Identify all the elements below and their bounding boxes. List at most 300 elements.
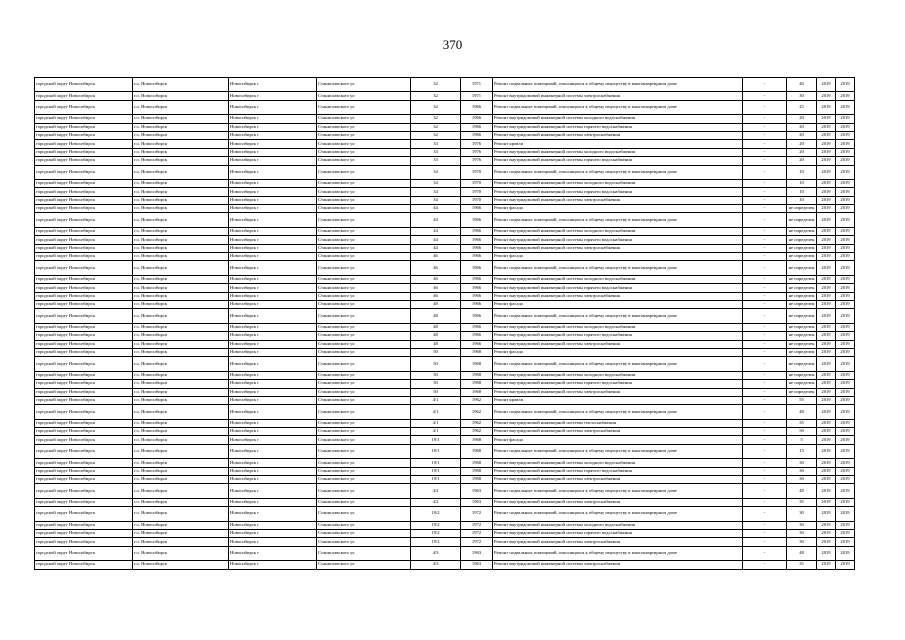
work-type-cell: Ремонт внутридомовой инженерной системы холодного водоснабжения [493,459,743,467]
street-cell: Станиславского ул [317,388,411,396]
house-number-cell: 4/3 [411,561,461,569]
year-start-cell: 2019 [817,444,836,458]
value-cell: 20 [787,157,817,165]
value-cell: 20 [787,123,817,131]
district-cell: г.о. Новосибирск [133,546,229,560]
year-built-cell: 1968 [461,444,493,458]
district-cell: г.о. Новосибирск [133,348,229,356]
house-number-cell: 19/2 [411,521,461,529]
note-cell: - [743,498,787,506]
table-row [35,244,855,252]
year-start-cell: 2019 [817,92,836,100]
year-end-cell: 2019 [836,100,855,114]
value-cell: 30 [787,476,817,484]
municipality-cell: городской округ Новосибирск [35,275,133,283]
year-end-cell: 2019 [836,131,855,139]
district-cell: г.о. Новосибирск [133,309,229,323]
year-start-cell: 2019 [817,436,836,444]
table-row [35,253,855,261]
year-end-cell: 2019 [836,140,855,148]
year-end-cell: 2019 [836,529,855,537]
district-cell: г.о. Новосибирск [133,227,229,235]
house-number-cell: 44 [411,227,461,235]
settlement-cell: Новосибирск г [229,419,317,427]
year-end-cell: 2019 [836,261,855,275]
year-start-cell: 2019 [817,78,836,92]
year-end-cell: 2019 [836,236,855,244]
house-number-cell: 46 [411,261,461,275]
year-built-cell: 1966 [461,244,493,252]
table-row [35,561,855,569]
note-cell: - [743,388,787,396]
district-cell: г.о. Новосибирск [133,123,229,131]
year-start-cell: 2019 [817,300,836,308]
table-row [35,507,855,521]
settlement-cell: Новосибирск г [229,484,317,498]
work-type-cell: Ремонт подвальных помещений, относящихся к общему имуществу в многоквартирном доме [493,78,743,92]
value-cell: 48 [787,405,817,419]
house-number-cell: 32 [411,123,461,131]
street-cell: Станиславского ул [317,205,411,213]
municipality-cell: городской округ Новосибирск [35,78,133,92]
municipality-cell: городской округ Новосибирск [35,405,133,419]
district-cell: г.о. Новосибирск [133,428,229,436]
house-number-cell: 19/1 [411,444,461,458]
table-row [35,227,855,235]
year-built-cell: 1970 [461,188,493,196]
value-cell: не определен [787,357,817,371]
district-cell: г.о. Новосибирск [133,92,229,100]
year-built-cell: 1963 [461,484,493,498]
year-start-cell: 2019 [817,323,836,331]
street-cell: Станиславского ул [317,521,411,529]
street-cell: Станиславского ул [317,292,411,300]
value-cell: 20 [787,131,817,139]
note-cell: - [743,357,787,371]
work-type-cell: Ремонт внутридомовой инженерной системы горячего водоснабжения [493,332,743,340]
note-cell: - [743,538,787,546]
year-built-cell: 1972 [461,507,493,521]
year-start-cell: 2019 [817,140,836,148]
year-built-cell: 1966 [461,100,493,114]
settlement-cell: Новосибирск г [229,157,317,165]
table-row [35,340,855,348]
district-cell: г.о. Новосибирск [133,467,229,475]
year-start-cell: 2019 [817,115,836,123]
street-cell: Станиславского ул [317,340,411,348]
year-built-cell: 1972 [461,521,493,529]
note-cell: - [743,78,787,92]
note-cell: - [743,419,787,427]
settlement-cell: Новосибирск г [229,284,317,292]
year-built-cell: 1972 [461,529,493,537]
district-cell: г.о. Новосибирск [133,275,229,283]
house-number-cell: 34 [411,165,461,179]
repair-schedule-table [34,77,855,570]
street-cell: Станиславского ул [317,371,411,379]
note-cell: - [743,92,787,100]
value-cell: 30 [787,467,817,475]
municipality-cell: городской округ Новосибирск [35,292,133,300]
municipality-cell: городской округ Новосибирск [35,244,133,252]
house-number-cell: 19/1 [411,467,461,475]
municipality-cell: городской округ Новосибирск [35,507,133,521]
district-cell: г.о. Новосибирск [133,476,229,484]
year-end-cell: 2019 [836,292,855,300]
year-end-cell: 2019 [836,227,855,235]
note-cell: - [743,371,787,379]
table-row [35,261,855,275]
year-built-cell: 1966 [461,123,493,131]
municipality-cell: городской округ Новосибирск [35,332,133,340]
settlement-cell: Новосибирск г [229,332,317,340]
year-start-cell: 2019 [817,340,836,348]
year-end-cell: 2019 [836,188,855,196]
district-cell: г.о. Новосибирск [133,157,229,165]
year-start-cell: 2019 [817,371,836,379]
table-row [35,284,855,292]
table-row [35,371,855,379]
table-row [35,357,855,371]
year-start-cell: 2019 [817,357,836,371]
street-cell: Станиславского ул [317,380,411,388]
settlement-cell: Новосибирск г [229,436,317,444]
year-start-cell: 2019 [817,348,836,356]
year-built-cell: 1968 [461,348,493,356]
district-cell: г.о. Новосибирск [133,388,229,396]
year-start-cell: 2019 [817,521,836,529]
value-cell: не определен [787,371,817,379]
table-row [35,529,855,537]
work-type-cell: Ремонт подвальных помещений, относящихся к общему имуществу в многоквартирном доме [493,261,743,275]
municipality-cell: городской округ Новосибирск [35,436,133,444]
municipality-cell: городской округ Новосибирск [35,538,133,546]
work-type-cell: Ремонт подвальных помещений, относящихся к общему имуществу в многоквартирном доме [493,100,743,114]
work-type-cell: Ремонт внутридомовой инженерной системы горячего водоснабжения [493,380,743,388]
street-cell: Станиславского ул [317,476,411,484]
work-type-cell: Ремонт внутридомовой инженерной системы холодного водоснабжения [493,521,743,529]
year-end-cell: 2019 [836,196,855,204]
district-cell: г.о. Новосибирск [133,205,229,213]
settlement-cell: Новосибирск г [229,115,317,123]
note-cell: - [743,115,787,123]
work-type-cell: Ремонт внутридомовой инженерной системы холодного водоснабжения [493,148,743,156]
work-type-cell: Ремонт внутридомовой инженерной системы электроснабжения [493,92,743,100]
settlement-cell: Новосибирск г [229,140,317,148]
year-start-cell: 2019 [817,188,836,196]
municipality-cell: городской округ Новосибирск [35,476,133,484]
work-type-cell: Ремонт внутридомовой инженерной системы электроснабжения [493,428,743,436]
year-built-cell: 1968 [461,467,493,475]
table-row [35,131,855,139]
note-cell: - [743,196,787,204]
year-end-cell: 2019 [836,521,855,529]
table-row [35,484,855,498]
house-number-cell: 50 [411,371,461,379]
value-cell: 5 [787,436,817,444]
district-cell: г.о. Новосибирск [133,78,229,92]
table-row [35,498,855,506]
district-cell: г.о. Новосибирск [133,380,229,388]
work-type-cell: Ремонт фасада [493,253,743,261]
street-cell: Станиславского ул [317,332,411,340]
year-built-cell: 1966 [461,205,493,213]
settlement-cell: Новосибирск г [229,476,317,484]
house-number-cell: 50 [411,388,461,396]
year-end-cell: 2019 [836,275,855,283]
year-start-cell: 2019 [817,309,836,323]
municipality-cell: городской округ Новосибирск [35,148,133,156]
house-number-cell: 34 [411,188,461,196]
note-cell: - [743,467,787,475]
settlement-cell: Новосибирск г [229,179,317,187]
year-built-cell: 1966 [461,115,493,123]
year-end-cell: 2019 [836,459,855,467]
district-cell: г.о. Новосибирск [133,244,229,252]
settlement-cell: Новосибирск г [229,498,317,506]
house-number-cell: 4/2 [411,498,461,506]
work-type-cell: Ремонт внутридомовой инженерной системы теплоснабжения [493,419,743,427]
table-row [35,213,855,227]
value-cell: не определен [787,348,817,356]
year-start-cell: 2019 [817,484,836,498]
street-cell: Станиславского ул [317,428,411,436]
year-start-cell: 2019 [817,476,836,484]
table-row [35,188,855,196]
year-start-cell: 2019 [817,396,836,404]
table-row [35,205,855,213]
table-row [35,332,855,340]
street-cell: Станиславского ул [317,236,411,244]
municipality-cell: городской округ Новосибирск [35,284,133,292]
year-end-cell: 2019 [836,78,855,92]
year-built-cell: 1962 [461,428,493,436]
house-number-cell: 19/1 [411,459,461,467]
house-number-cell: 4/1 [411,396,461,404]
year-built-cell: 1966 [461,309,493,323]
year-start-cell: 2019 [817,244,836,252]
work-type-cell: Ремонт внутридомовой инженерной системы электроснабжения [493,388,743,396]
year-start-cell: 2019 [817,428,836,436]
year-start-cell: 2019 [817,419,836,427]
settlement-cell: Новосибирск г [229,538,317,546]
street-cell: Станиславского ул [317,227,411,235]
street-cell: Станиславского ул [317,484,411,498]
municipality-cell: городской округ Новосибирск [35,157,133,165]
street-cell: Станиславского ул [317,275,411,283]
street-cell: Станиславского ул [317,357,411,371]
street-cell: Станиславского ул [317,196,411,204]
settlement-cell: Новосибирск г [229,428,317,436]
note-cell: - [743,213,787,227]
street-cell: Станиславского ул [317,165,411,179]
work-type-cell: Ремонт подвальных помещений, относящихся к общему имуществу в многоквартирном доме [493,484,743,498]
municipality-cell: городской округ Новосибирск [35,498,133,506]
street-cell: Станиславского ул [317,140,411,148]
street-cell: Станиславского ул [317,188,411,196]
settlement-cell: Новосибирск г [229,459,317,467]
house-number-cell: 33 [411,157,461,165]
house-number-cell: 46 [411,253,461,261]
work-type-cell: Ремонт кровли [493,140,743,148]
work-type-cell: Ремонт внутридомовой инженерной системы холодного водоснабжения [493,323,743,331]
year-end-cell: 2019 [836,428,855,436]
year-start-cell: 2019 [817,388,836,396]
year-built-cell: 1963 [461,561,493,569]
note-cell: - [743,179,787,187]
district-cell: г.о. Новосибирск [133,498,229,506]
table-row [35,179,855,187]
year-start-cell: 2019 [817,405,836,419]
district-cell: г.о. Новосибирск [133,484,229,498]
note-cell: - [743,205,787,213]
note-cell: - [743,521,787,529]
year-start-cell: 2019 [817,507,836,521]
table-row [35,148,855,156]
municipality-cell: городской округ Новосибирск [35,546,133,560]
year-end-cell: 2019 [836,340,855,348]
note-cell: - [743,148,787,156]
settlement-cell: Новосибирск г [229,546,317,560]
value-cell: 10 [787,196,817,204]
street-cell: Станиславского ул [317,419,411,427]
value-cell: не определен [787,332,817,340]
street-cell: Станиславского ул [317,405,411,419]
table-row [35,236,855,244]
note-cell: - [743,340,787,348]
year-built-cell: 1966 [461,227,493,235]
table-row [35,300,855,308]
house-number-cell: 4/3 [411,546,461,560]
note-cell: - [743,227,787,235]
value-cell: 10 [787,165,817,179]
table-row [35,292,855,300]
settlement-cell: Новосибирск г [229,123,317,131]
settlement-cell: Новосибирск г [229,396,317,404]
table-row [35,275,855,283]
year-end-cell: 2019 [836,405,855,419]
value-cell: не определен [787,340,817,348]
note-cell: - [743,561,787,569]
street-cell: Станиславского ул [317,179,411,187]
district-cell: г.о. Новосибирск [133,253,229,261]
year-built-cell: 1971 [461,78,493,92]
work-type-cell: Ремонт внутридомовой инженерной системы электроснабжения [493,476,743,484]
value-cell: 30 [787,92,817,100]
work-type-cell: Ремонт подвальных помещений, относящихся к общему имуществу в многоквартирном доме [493,357,743,371]
settlement-cell: Новосибирск г [229,131,317,139]
street-cell: Станиславского ул [317,498,411,506]
municipality-cell: городской округ Новосибирск [35,188,133,196]
year-end-cell: 2019 [836,371,855,379]
year-built-cell: 1966 [461,300,493,308]
year-end-cell: 2019 [836,157,855,165]
district-cell: г.о. Новосибирск [133,261,229,275]
note-cell: - [743,436,787,444]
district-cell: г.о. Новосибирск [133,213,229,227]
year-start-cell: 2019 [817,292,836,300]
municipality-cell: городской округ Новосибирск [35,131,133,139]
value-cell: не определен [787,236,817,244]
settlement-cell: Новосибирск г [229,148,317,156]
municipality-cell: городской округ Новосибирск [35,348,133,356]
table-row [35,476,855,484]
district-cell: г.о. Новосибирск [133,236,229,244]
table-row [35,100,855,114]
district-cell: г.о. Новосибирск [133,115,229,123]
district-cell: г.о. Новосибирск [133,323,229,331]
street-cell: Станиславского ул [317,148,411,156]
municipality-cell: городской округ Новосибирск [35,396,133,404]
street-cell: Станиславского ул [317,444,411,458]
year-built-cell: 1966 [461,275,493,283]
work-type-cell: Ремонт фасада [493,205,743,213]
value-cell: не определен [787,253,817,261]
settlement-cell: Новосибирск г [229,300,317,308]
note-cell: - [743,428,787,436]
note-cell: - [743,236,787,244]
value-cell: не определен [787,292,817,300]
note-cell: - [743,140,787,148]
year-end-cell: 2019 [836,561,855,569]
municipality-cell: городской округ Новосибирск [35,213,133,227]
year-end-cell: 2019 [836,205,855,213]
settlement-cell: Новосибирск г [229,348,317,356]
municipality-cell: городской округ Новосибирск [35,179,133,187]
work-type-cell: Ремонт внутридомовой инженерной системы горячего водоснабжения [493,157,743,165]
year-start-cell: 2019 [817,261,836,275]
table-row [35,467,855,475]
work-type-cell: Ремонт внутридомовой инженерной системы холодного водоснабжения [493,371,743,379]
year-start-cell: 2019 [817,131,836,139]
year-start-cell: 2019 [817,284,836,292]
table-row [35,428,855,436]
year-end-cell: 2019 [836,244,855,252]
table-row [35,309,855,323]
value-cell: 35 [787,419,817,427]
street-cell: Станиславского ул [317,244,411,252]
work-type-cell: Ремонт фасада [493,436,743,444]
work-type-cell: Ремонт внутридомовой инженерной системы электроснабжения [493,538,743,546]
house-number-cell: 44 [411,236,461,244]
value-cell: 50 [787,428,817,436]
year-start-cell: 2019 [817,123,836,131]
table-row [35,78,855,92]
value-cell: 10 [787,179,817,187]
value-cell: не определен [787,213,817,227]
year-built-cell: 1966 [461,340,493,348]
year-start-cell: 2019 [817,100,836,114]
municipality-cell: городской округ Новосибирск [35,123,133,131]
year-start-cell: 2019 [817,529,836,537]
value-cell: не определен [787,244,817,252]
year-start-cell: 2019 [817,157,836,165]
year-built-cell: 1962 [461,405,493,419]
district-cell: г.о. Новосибирск [133,521,229,529]
year-end-cell: 2019 [836,357,855,371]
year-end-cell: 2019 [836,484,855,498]
year-start-cell: 2019 [817,236,836,244]
house-number-cell: 44 [411,205,461,213]
value-cell: 20 [787,148,817,156]
year-end-cell: 2019 [836,436,855,444]
settlement-cell: Новосибирск г [229,388,317,396]
house-number-cell: 32 [411,92,461,100]
value-cell: 40 [787,78,817,92]
district-cell: г.о. Новосибирск [133,396,229,404]
municipality-cell: городской округ Новосибирск [35,484,133,498]
work-type-cell: Ремонт подвальных помещений, относящихся к общему имуществу в многоквартирном доме [493,405,743,419]
